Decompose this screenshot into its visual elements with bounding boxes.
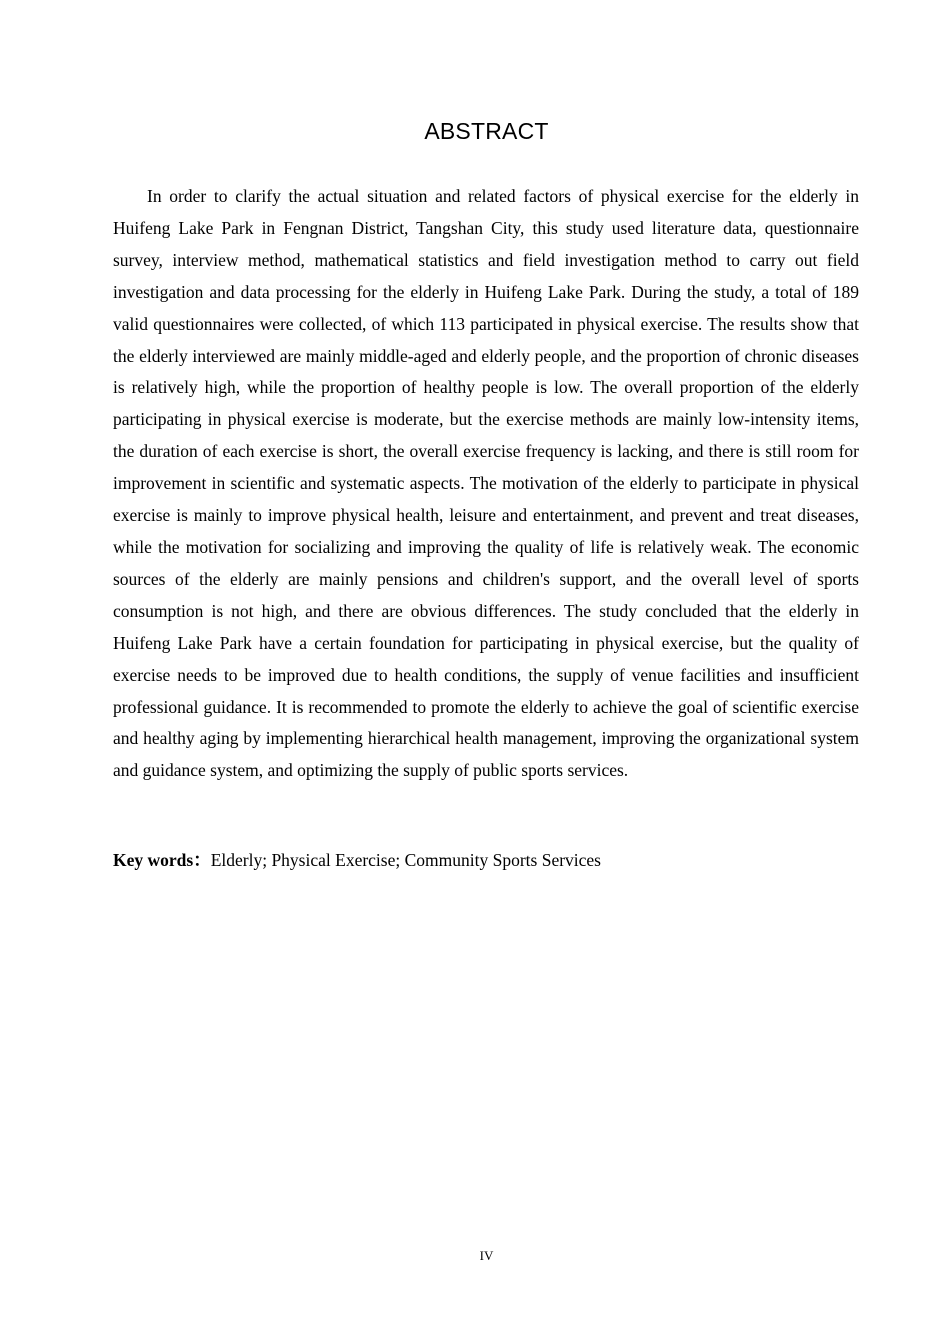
keywords-label: Key words：: [113, 850, 211, 870]
keywords-value: Elderly; Physical Exercise; Community Sports Services: [210, 850, 601, 870]
abstract-title: ABSTRACT: [424, 118, 549, 144]
abstract-body: In order to clarify the actual situation and related factors of physical exercise for the elderly in Huifeng Lake Park in Fengnan District, Tangshan City, this study used literature data, questionnaire survey, interview method, mathematical statistics and field investigation method to carry out field investigation and data processing for the elderly in Huifeng Lake Park. During the study, a total of 189 valid questionnaires were collected, of which 113 participated in physical exercise. The results show that the elderly interviewed are mainly middle-aged and elderly people, and the proportion of chronic diseases is relatively high, while the proportion of healthy people is low. The overall proportion of the elderly participating in physical exercise is moderate, but the exercise methods are mainly low-intensity items, the duration of each exercise is short, the overall exercise frequency is lacking, and there is still room for improvement in scientific and systematic aspects. The motivation of the elderly to participate in physical exercise is mainly to improve physical health, leisure and entertainment, and prevent and treat diseases, while the motivation for socializing and improving the quality of life is relatively weak. The economic sources of the elderly are mainly pensions and children's support, and the overall level of sports consumption is not high, and there are obvious differences. The study concluded that the elderly in Huifeng Lake Park have a certain foundation for participating in physical exercise, but the quality of exercise needs to be improved due to health conditions, the supply of venue facilities and insufficient professional guidance. It is recommended to promote the elderly to achieve the goal of scientific exercise and healthy aging by implementing hierarchical health management, improving the organizational system and guidance system, and optimizing the supply of public sports services.: [113, 186, 859, 781]
page-number: IV: [479, 1248, 494, 1263]
keywords-line: [113, 845, 859, 875]
